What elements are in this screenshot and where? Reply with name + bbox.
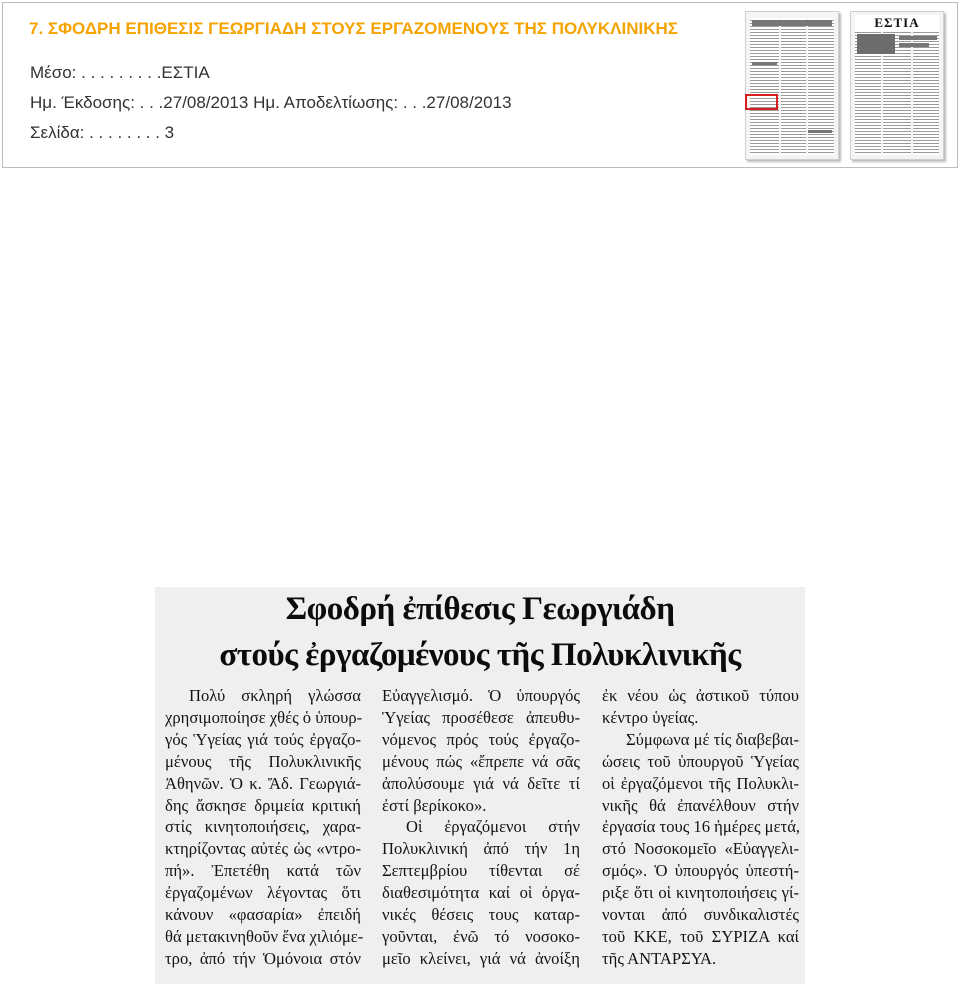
text-line: Οἱ ἐργαζόμενοι στήν xyxy=(406,817,580,837)
text-line: χρησιμοποίησε χθές ὁ ὑπουρ- xyxy=(165,707,363,727)
text-line: τοῦ ΚΚΕ, τοῦ ΣΥΡΙΖΑ καί xyxy=(602,926,799,946)
text-line: νικῆς θά ἐπανέλθουν στήν xyxy=(602,795,799,815)
text-line: Πολύ σκληρή γλώσσα xyxy=(189,686,361,705)
date-info: Ημ. Έκδοσης: . . .27/08/2013 Ημ. Αποδελτίωσης: . . .27/08/2013 xyxy=(30,93,512,112)
text-line: γός Ὑγείας γιά τούς ἐργαζο- xyxy=(165,729,361,749)
text-line: γοῦνται, ἐνῶ τό νοσοκο- xyxy=(382,926,580,946)
article-column-1 xyxy=(165,685,364,970)
text-line: Ἀθηνῶν. Ὁ κ. Ἄδ. Γεωργιά- xyxy=(165,773,361,793)
text-line: Πολυκλινική ἀπό τήν 1η xyxy=(382,839,580,859)
text-line: κτηρίζοντας αὐτές ὡς «ντρο- xyxy=(165,839,361,859)
text-line: Σύμφωνα μέ τίς διαβεβαι- xyxy=(626,729,799,749)
clipping-headline-line-1: Σφοδρή ἐπίθεσις Γεωργιάδη xyxy=(285,591,675,627)
text-line: ώσεις τοῦ ὑπουργοῦ Ὑγείας xyxy=(602,751,799,771)
text-line: σμός». Ὁ ὑπουργός ὑπεστή- xyxy=(602,861,799,881)
text-line: Εὐαγγελισμό. Ὁ ὑπουργός xyxy=(382,686,580,705)
text-line: κέντρο ὑγείας. xyxy=(602,707,699,727)
thumbnail-heading-block xyxy=(752,20,832,26)
text-line: Σεπτεμβρίου τίθενται σέ xyxy=(382,861,580,881)
medium-info: Μέσο: . . . . . . . . .ΕΣΤΙΑ xyxy=(30,63,210,82)
text-line: δης ἄσκησε δριμεία κριτική xyxy=(165,795,361,815)
text-line: τρο, ἀπό τήν Ὁμόνοια στόν xyxy=(165,948,361,968)
newspaper-clipping xyxy=(155,587,805,984)
newspaper-masthead: ΕΣΤΙΑ xyxy=(855,15,939,31)
column-divider xyxy=(911,32,913,155)
text-line: μένους πώς «ἔπρεπε νά σᾶς xyxy=(382,751,580,771)
text-line: ἀπολύσουμε γιά νά δεῖτε τί xyxy=(382,773,580,793)
text-line: διαθεσιμότητα καί οἱ ὀργα- xyxy=(382,883,580,903)
text-line: ἐργαζομένων λέγοντας ὅτι xyxy=(165,883,361,903)
text-line: νονται ἀπό συνδικαλιστές xyxy=(602,905,799,925)
front-page-thumbnail[interactable] xyxy=(850,11,944,160)
text-line: θά μετακινηθοῦν ἕνα χιλιόμε- xyxy=(165,926,364,946)
text-line: μένους τῆς Πολυκλινικῆς xyxy=(165,751,361,771)
text-line: κάνουν «φασαρία» ἐπειδή xyxy=(165,905,361,925)
text-line: ἐργασία τους 16 ἡμέρες μετά, xyxy=(602,817,801,837)
page-info: Σελίδα: . . . . . . . . 3 xyxy=(30,123,175,142)
text-line: τῆς ΑΝΤΑΡΣΥΑ. xyxy=(602,948,717,968)
thumbnail-heading-block xyxy=(808,130,832,133)
text-line: ριξε ὅτι οἱ κινητοποιήσεις γί- xyxy=(602,883,799,903)
article-column-2 xyxy=(382,685,580,970)
text-line: Ὑγείας προσέθεσε ἀπευθυ- xyxy=(382,707,580,727)
page-thumbnail[interactable] xyxy=(745,11,839,160)
clipping-location-highlight xyxy=(745,94,778,110)
text-line: στό Νοσοκομεῖο «Εὐαγγελι- xyxy=(602,839,799,859)
column-divider xyxy=(806,18,808,155)
text-line: οἱ ἐργαζόμενοι τῆς Πολυκλι- xyxy=(602,773,799,793)
text-line: μεῖο κλείνει, γιά νά ἀνοίξη xyxy=(382,948,580,968)
clipping-headline-line-2: στούς ἐργαζομένους τῆς Πολυκλινικῆς xyxy=(219,637,741,673)
article-column-3 xyxy=(602,685,799,970)
article-title: 7. ΣΦΟΔΡΗ ΕΠΙΘΕΣΙΣ ΓΕΩΡΓΙΑΔΗ ΣΤΟΥΣ ΕΡΓΑΖΟΜΕΝΟΥΣ ΤΗΣ ΠΟΛΥΚΛΙΝΙΚΗΣ xyxy=(29,19,678,38)
thumbnail-heading-block xyxy=(899,36,937,40)
thumbnail-text-lines xyxy=(750,18,834,155)
text-line: ἐκ νέου ὡς ἀστικοῦ τύπου xyxy=(602,686,799,705)
thumbnail-heading-block xyxy=(899,43,929,47)
text-line: νόμενος πρός τούς ἐργαζο- xyxy=(382,729,580,749)
front-page-photo xyxy=(857,34,895,54)
text-line: ἐστί βερίκοκο». xyxy=(382,795,487,815)
thumbnail-heading-block xyxy=(752,62,777,65)
text-line: νικές θέσεις τους καταρ- xyxy=(382,905,580,925)
text-line: πή». Ἐπετέθη κατά τῶν xyxy=(165,861,361,881)
text-line: στίς κινητοποιήσεις, χαρα- xyxy=(165,817,361,837)
column-divider xyxy=(779,18,781,155)
